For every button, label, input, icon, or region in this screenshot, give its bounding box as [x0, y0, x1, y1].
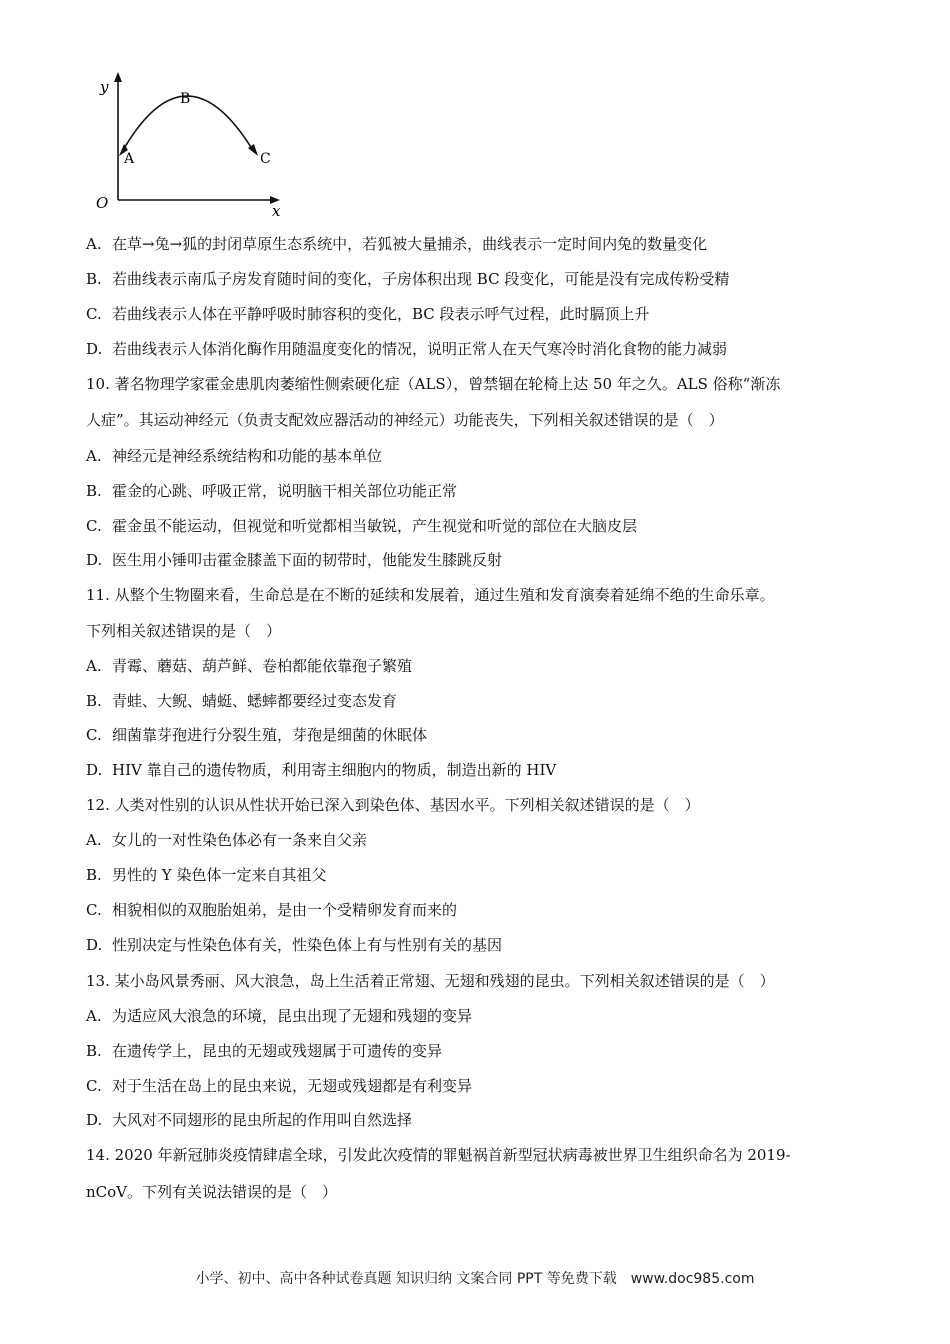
point-a-label: A [124, 151, 135, 167]
q13-option-b: B. 在遗传学上，昆虫的无翅或残翅属于可遗传的变异 [86, 1042, 443, 1060]
q14-stem-line2: nCoV。下列有关说法错误的是（ ） [86, 1183, 338, 1201]
q9-option-a: A. 在草→兔→狐的封闭草原生态系统中，若狐被大量捕杀，曲线表示一定时间内兔的数量变化 [86, 235, 708, 253]
q12-option-a: A. 女儿的一对性染色体必有一条来自父亲 [86, 831, 368, 849]
q11-option-d: D. HIV 靠自己的遗传物质，利用寄主细胞内的物质，制造出新的 HIV [86, 761, 557, 779]
q10-option-b: B. 霍金的心跳、呼吸正常，说明脑干相关部位功能正常 [86, 482, 458, 500]
q11-option-b: B. 青蛙、大鲵、蜻蜓、蟋蟀都要经过变态发育 [86, 692, 398, 710]
q10-option-d: D. 医生用小锤叩击霍金膝盖下面的韧带时，他能发生膝跳反射 [86, 551, 503, 569]
q11-stem-line2: 下列相关叙述错误的是（ ） [86, 622, 282, 640]
q11-stem-line1: 11. 从整个生物圈来看，生命总是在不断的延续和发展着，通过生殖和发育演奏着延绵不绝的生命乐章。 [86, 586, 775, 604]
q13-option-c: C. 对于生活在岛上的昆虫来说，无翅或残翅都是有利变异 [86, 1077, 473, 1095]
curve-figure [88, 68, 288, 220]
q12-option-b: B. 男性的 Y 染色体一定来自其祖父 [86, 866, 327, 884]
q10-option-c: C. 霍金虽不能运动，但视觉和听觉都相当敏锐，产生视觉和听觉的部位在大脑皮层 [86, 517, 638, 535]
q10-stem-line1: 10. 著名物理学家霍金患肌肉萎缩性侧索硬化症（ALS），曾禁锢在轮椅上达 50 年之久。ALS 俗称“渐冻 [86, 375, 781, 393]
point-c-label: C [260, 151, 271, 167]
q12-option-d: D. 性别决定与性染色体有关，性染色体上有与性别有关的基因 [86, 936, 503, 954]
q9-option-c: C. 若曲线表示人体在平静呼吸时肺容积的变化，BC 段表示呼气过程，此时膈顶上升 [86, 305, 650, 323]
q13-option-a: A. 为适应风大浪急的环境，昆虫出现了无翅和残翅的变异 [86, 1007, 473, 1025]
q12-option-c: C. 相貌相似的双胞胎姐弟，是由一个受精卵发育而来的 [86, 901, 458, 919]
x-label: x [272, 202, 281, 220]
q9-option-b: B. 若曲线表示南瓜子房发育随时间的变化，子房体积出现 BC 段变化，可能是没有完成传粉受精 [86, 270, 730, 288]
page-footer: 小学、初中、高中各种试卷真题 知识归纳 文案合同 PPT 等免费下载 www.doc985.com [195, 1271, 755, 1287]
y-label: y [100, 78, 109, 96]
q11-option-c: C. 细菌靠芽孢进行分裂生殖，芽孢是细菌的休眠体 [86, 726, 428, 744]
point-b-label: B [180, 91, 191, 107]
q14-stem-line1: 14. 2020 年新冠肺炎疫情肆虐全球，引发此次疫情的罪魁祸首新型冠状病毒被世界卫生组织命名为 2019- [86, 1146, 791, 1164]
q10-option-a: A. 神经元是神经系统结构和功能的基本单位 [86, 447, 383, 465]
origin-label: O [96, 194, 109, 212]
q9-option-d: D. 若曲线表示人体消化酶作用随温度变化的情况，说明正常人在天气寒冷时消化食物的能力减弱 [86, 340, 728, 358]
q12-stem: 12. 人类对性别的认识从性状开始已深入到染色体、基因水平。下列相关叙述错误的是（ ） [86, 796, 700, 814]
y-axis-arrow [114, 72, 122, 82]
q11-option-a: A. 青霉、蘑菇、葫芦鲜、卷柏都能依靠孢子繁殖 [86, 657, 413, 675]
q13-stem: 13. 某小岛风景秀丽、风大浪急，岛上生活着正常翅、无翅和残翅的昆虫。下列相关叙述错误的是（ ） [86, 972, 775, 990]
q13-option-d: D. 大风对不同翅形的昆虫所起的作用叫自然选择 [86, 1111, 413, 1129]
q10-stem-line2: 人症”。其运动神经元（负责支配效应器活动的神经元）功能丧失，下列相关叙述错误的是（ ） [86, 411, 724, 429]
